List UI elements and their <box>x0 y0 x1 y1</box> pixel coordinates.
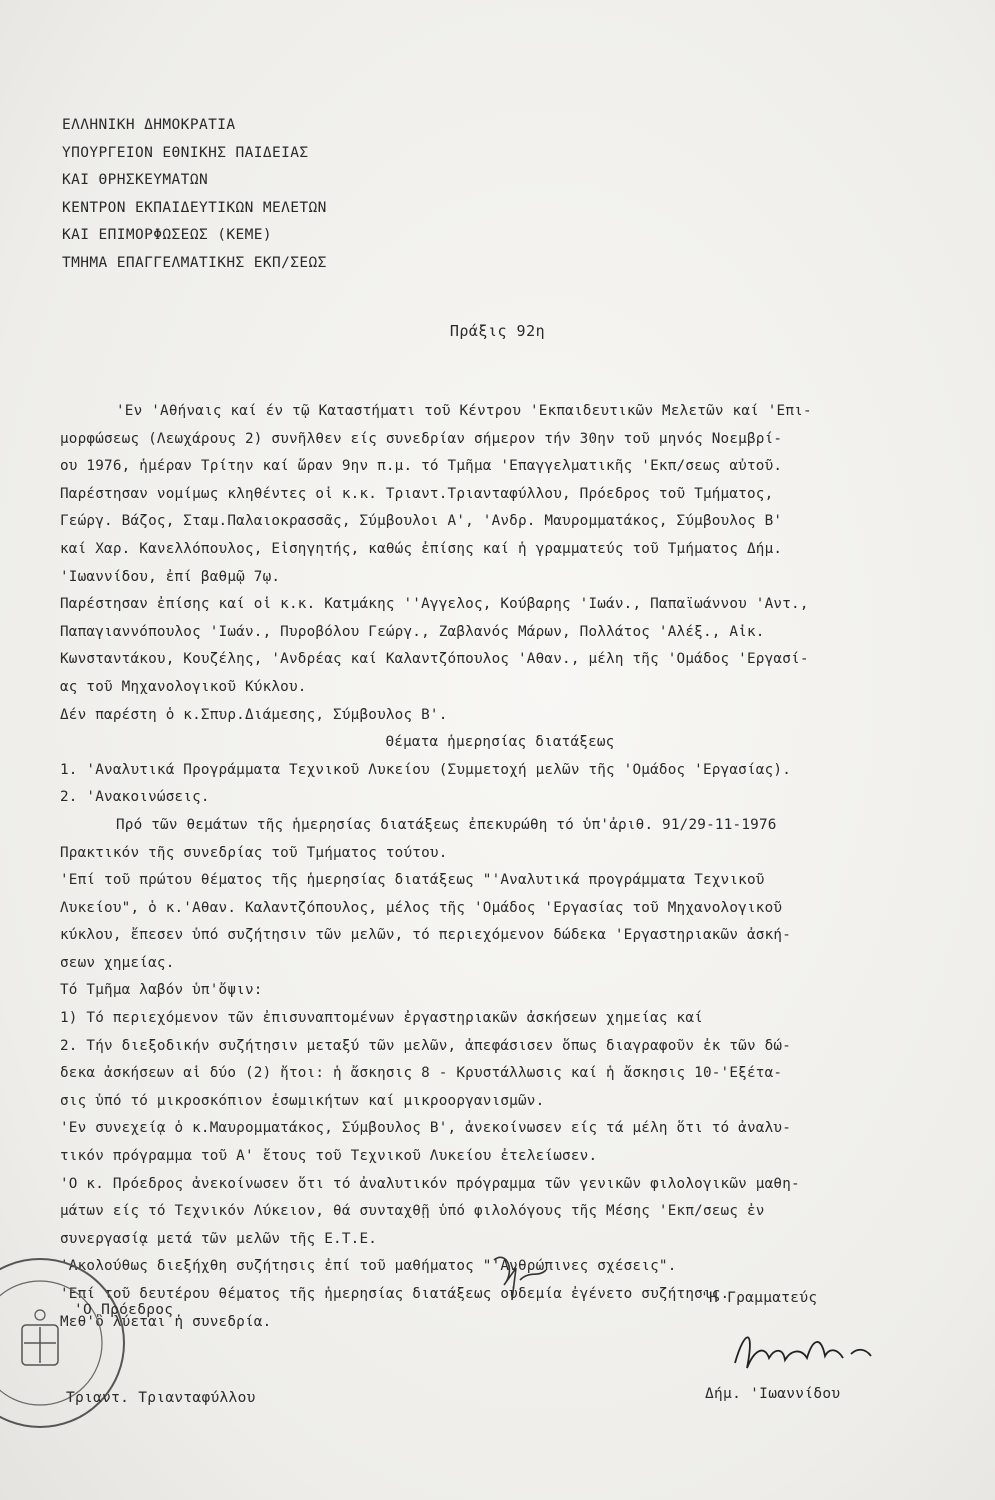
initials-mark <box>486 1240 556 1310</box>
body-line: Τό Τμῆμα λαβόν ὑπ'ὄψιν: <box>60 982 263 999</box>
secretary-name: Δήμ. 'Ιωαννίδου <box>705 1386 841 1402</box>
body-line: Λυκείου", ὁ κ.'Αθαν. Καλαντζόπουλος, μέλος τῆς 'Ομάδος 'Εργασίας τοῦ Μηχανολογικοῦ <box>60 899 783 916</box>
letterhead-line: ΕΛΛΗΝΙΚΗ ΔΗΜΟΚΡΑΤΙΑ <box>62 117 236 133</box>
letterhead-line: ΤΜΗΜΑ ΕΠΑΓΓΕΛΜΑΤΙΚΗΣ ΕΚΠ/ΣΕΩΣ <box>62 254 327 271</box>
president-name: Τριαντ. Τριανταφύλλου <box>66 1390 256 1406</box>
letterhead <box>62 112 327 277</box>
body-line: Μεθ'ὃ λύεται ἡ συνεδρία. <box>60 1313 272 1330</box>
document-title: Πράξις 92η <box>449 322 546 340</box>
body-line: 'Εν συνεχείᾳ ὁ κ.Μαυρομματάκος, Σύμβουλος Β', ἀνεκοίνωσεν είς τά μέλη ὅτι τό ἀναλυ- <box>60 1120 792 1137</box>
body-line: δεκα ἀσκήσεων αἱ δύο (2) ἤτοι: ἡ ἄσκησις 8 - Κρυστάλλωσις καί ἡ ἄσκησις 10-'Εξέτα- <box>60 1065 783 1082</box>
body-line: σεων χημείας. <box>60 954 175 971</box>
body-line: Δέν παρέστη ὁ κ.Σπυρ.Διάμεσης, Σύμβουλος Β'. <box>60 706 448 723</box>
body-line: Παρέστησαν ἐπίσης καί οἱ κ.κ. Κατμάκης ''Αγγελος, Κούβαρης 'Ιωάν., Παπαϊωάννου 'Αντ., <box>60 596 809 613</box>
body-line: 'Εν 'Αθήναις καί έν τῷ Καταστήματι τοῦ Κέντρου 'Εκπαιδευτικῶν Μελετῶν καί 'Επι- <box>116 403 812 419</box>
body-line: 'Ο κ. Πρόεδρος ἀνεκοίνωσεν ὅτι τό ἀναλυτικόν πρόγραμμα τῶν γενικῶν φιλολογικῶν μαθη- <box>60 1175 800 1192</box>
body-line: Κωνσταντάκου, Κουζέλης, 'Ανδρέας καί Καλαντζόπουλος 'Αθαν., μέλη τῆς 'Ομάδος 'Εργασί- <box>60 651 809 668</box>
letterhead-line: ΥΠΟΥΡΓΕΙΟΝ ΕΘΝΙΚΗΣ ΠΑΙΔΕΙΑΣ <box>62 144 309 161</box>
body-line: μάτων είς τό Τεχνικόν Λύκειον, θά συνταχθῇ ὑπό φιλολόγους τῆς Μέσης 'Εκπ/σεως ἐν <box>60 1203 765 1220</box>
president-label: 'Ο Πρόεδρος <box>74 1302 174 1318</box>
body-line: 'Επί τοῦ δευτέρου θέματος τῆς ἡμερησίας διατάξεως οὐδεμία ἐγένετο συζήτησις. <box>60 1286 730 1302</box>
body-line: ου 1976, ἡμέραν Τρίτην καί ὥραν 9ην π.μ. τό Τμῆμα 'Επαγγελματικῆς 'Εκπ/σεως αὐτοῦ. <box>60 458 783 475</box>
agenda-item: 1. 'Αναλυτικά Προγράμματα Τεχνικοῦ Λυκείου (Συμμετοχή μελῶν τῆς 'Ομάδος 'Εργασίας). <box>60 761 792 778</box>
handwritten-signature <box>725 1318 885 1378</box>
body-line: Πρακτικόν τῆς συνεδρίας τοῦ Τμήματος τούτου. <box>60 844 448 861</box>
body-line: ας τοῦ Μηχανολογικοῦ Κύκλου. <box>60 678 307 695</box>
body-line: Παπαγιαννόπουλος 'Ιωάν., Πυροβόλου Γεώργ., Ζαβλανός Μάρων, Πολλάτος 'Αλέξ., Αἰκ. <box>60 623 765 640</box>
body-line: 1) Τό περιεχόμενον τῶν ἐπισυναπτομένων ἐργαστηριακῶν ἀσκήσεων χημείας καί <box>60 1010 703 1027</box>
body-line: κύκλου, ἔπεσεν ὑπό συζήτησιν τῶν μελῶν, τό περιεχόμενον δώδεκα 'Εργαστηριακῶν ἀσκή- <box>60 927 792 944</box>
agenda-item: 2. 'Ανακοινώσεις. <box>60 789 210 806</box>
letterhead-line: ΚΑΙ ΕΠΙΜΟΡΦΩΣΕΩΣ (ΚΕΜΕ) <box>62 227 272 243</box>
body-line: 'Ακολούθως διεξήχθη συζήτησις ἐπί τοῦ μαθήματος "'Ανθρώπινες σχέσεις". <box>60 1258 677 1275</box>
body-line: 2. Τήν διεξοδικήν συζήτησιν μεταξύ τῶν μελῶν, ἀπεφάσισεν ὅπως διαγραφοῦν ἐκ τῶν δώ- <box>60 1037 792 1054</box>
body-line: 'Επί τοῦ πρώτου θέματος τῆς ἡμερησίας διατάξεως "'Αναλυτικά προγράμματα Τεχνικοῦ <box>60 872 765 889</box>
body-line: Παρέστησαν νομίμως κληθέντες οἱ κ.κ. Τριαντ.Τριανταφύλλου, Πρόεδρος τοῦ Τμήματος, <box>60 485 774 502</box>
letterhead-line: ΚΑΙ ΘΡΗΣΚΕΥΜΑΤΩΝ <box>62 172 209 188</box>
body-line: σις ὑπό τό μικροσκόπιον ἐσωμικήτων καί μικροοργανισμῶν. <box>60 1092 545 1109</box>
letterhead-line: ΚΕΝΤΡΟΝ ΕΚΠΑΙΔΕΥΤΙΚΩΝ ΜΕΛΕΤΩΝ <box>62 199 327 216</box>
secretary-label: 'Η Γραμματεύς <box>700 1290 818 1306</box>
body-line: καί Χαρ. Κανελλόπουλος, Εἰσηγητής, καθώς ἐπίσης καί ἡ γραμματεύς τοῦ Τμήματος Δήμ. <box>60 540 783 557</box>
body-line: μορφώσεως (Λεωχάρους 2) συνῆλθεν είς συνεδρίαν σήμερον τήν 30ην τοῦ μηνός Νοεμβρί- <box>60 430 783 447</box>
body-line: συνεργασίᾳ μετά τῶν μελῶν τῆς Ε.Τ.Ε. <box>60 1230 378 1247</box>
body-line: τικόν πρόγραμμα τοῦ Α' ἔτους τοῦ Τεχνικοῦ Λυκείου ἐτελείωσεν. <box>60 1148 598 1165</box>
document-body <box>60 398 940 1336</box>
body-line: 'Ιωαννίδου, ἐπί βαθμῷ 7ῳ. <box>60 568 281 585</box>
agenda-title: Θέματα ἡμερησίας διατάξεως <box>385 734 615 751</box>
body-line: Πρό τῶν θεμάτων τῆς ἡμερησίας διατάξεως ἐπεκυρώθη τό ὑπ'ἀριθ. 91/29-11-1976 <box>116 816 777 833</box>
body-line: Γεώργ. Βάζος, Σταμ.Παλαιοκρασσᾶς, Σύμβουλοι Α', 'Ανδρ. Μαυρομματάκος, Σύμβουλος Β' <box>60 513 783 530</box>
